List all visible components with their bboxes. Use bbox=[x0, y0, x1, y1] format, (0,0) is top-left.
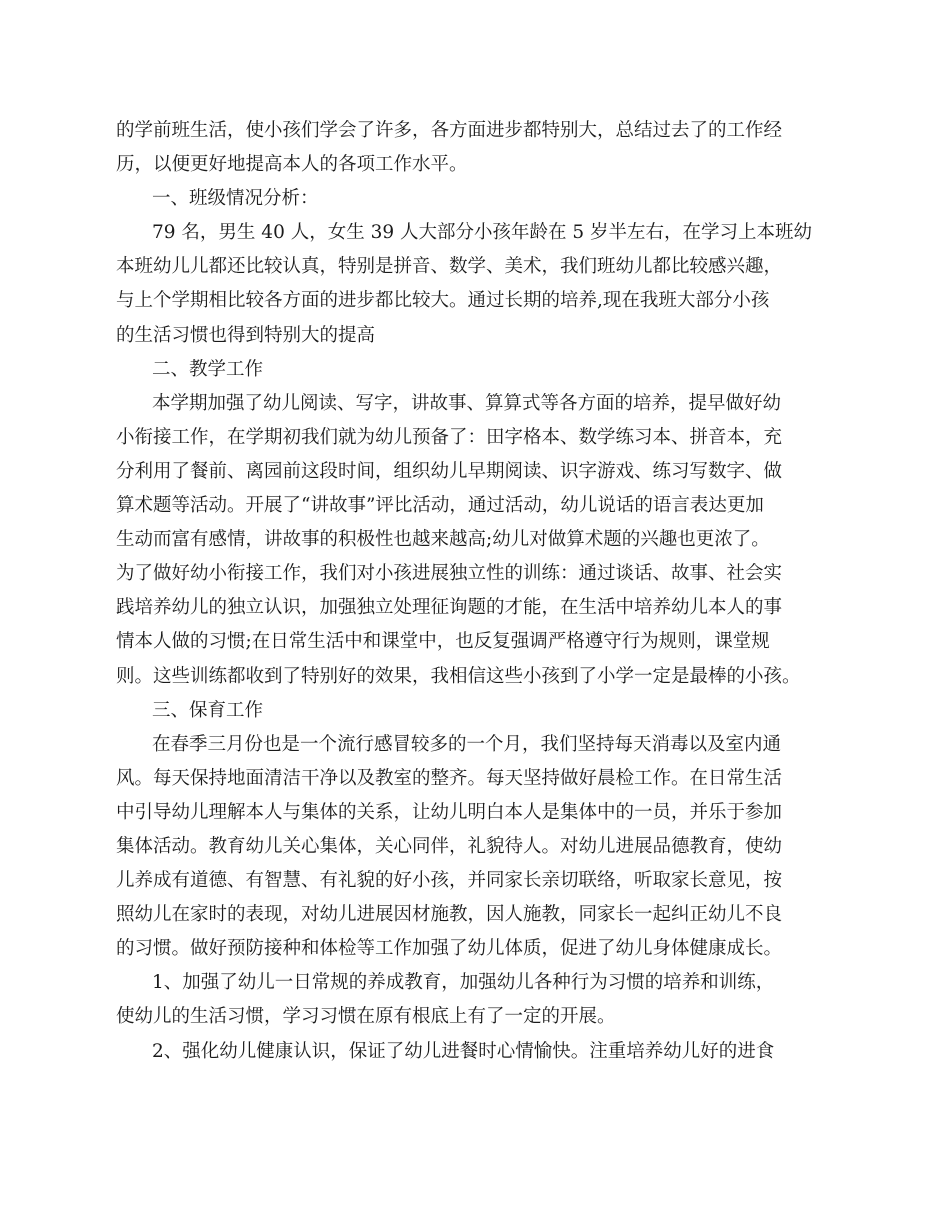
text-line: 本班幼儿儿都还比较认真，特别是拼音、数学、美术，我们班幼儿都比较感兴趣， bbox=[116, 256, 783, 278]
text-line: 1、加强了幼儿一日常规的养成教育，加强幼儿各种行为习惯的培养和训练， bbox=[152, 972, 775, 994]
text-line: 则。这些训练都收到了特别好的效果，我相信这些小孩到了小学一定是最棒的小孩。 bbox=[116, 665, 801, 687]
text-line: 一、班级情况分析： bbox=[152, 188, 319, 210]
text-line: 小衔接工作，在学期初我们就为幼儿预备了：田字格本、数学练习本、拼音本，充 bbox=[116, 426, 783, 448]
text-line: 历，以便更好地提高本人的各项工作水平。 bbox=[116, 154, 468, 176]
text-line: 为了做好幼小衔接工作，我们对小孩进展独立性的训练：通过谈话、故事、社会实 bbox=[116, 563, 783, 585]
text-line: 照幼儿在家时的表现，对幼儿进展因材施教，因人施教，同家长一起纠正幼儿不良 bbox=[116, 904, 783, 926]
text-line: 践培养幼儿的独立认识，加强独立处理征询题的才能，在生活中培养幼儿本人的事 bbox=[116, 597, 783, 619]
text-line: 的生活习惯也得到特别大的提高 bbox=[116, 324, 376, 346]
text-line: 风。每天保持地面清洁干净以及教室的整齐。每天坚持做好晨检工作。在日常生活 bbox=[116, 767, 783, 789]
text-line: 79 名，男生 40 人，女生 39 人大部分小孩年龄在 5 岁半左右，在学习上本班幼 bbox=[152, 222, 813, 244]
text-line: 算术题等活动。开展了“讲故事”评比活动，通过活动，幼儿说话的语言表达更加 bbox=[116, 495, 764, 517]
text-line: 情本人做的习惯;在日常生活中和课堂中，也反复强调严格遵守行为规则，课堂规 bbox=[116, 631, 770, 653]
text-line: 生动而富有感情，讲故事的积极性也越来越高;幼儿对做算术题的兴趣也更浓了。 bbox=[116, 529, 770, 551]
text-line: 集体活动。教育幼儿关心集体，关心同伴，礼貌待人。对幼儿进展品德教育，使幼 bbox=[116, 835, 783, 857]
document-body bbox=[116, 114, 822, 1069]
text-line: 三、保育工作 bbox=[152, 699, 264, 721]
text-line: 儿养成有道德、有智慧、有礼貌的好小孩，并同家长亲切联络，听取家长意见，按 bbox=[116, 870, 783, 892]
text-line: 的学前班生活，使小孩们学会了许多，各方面进步都特别大，总结过去了的工作经 bbox=[116, 120, 783, 141]
text-line: 的习惯。做好预防接种和体检等工作加强了幼儿体质，促进了幼儿身体健康成长。 bbox=[116, 938, 783, 960]
text-line: 二、教学工作 bbox=[152, 358, 264, 380]
text-line: 在春季三月份也是一个流行感冒较多的一个月，我们坚持每天消毒以及室内通 bbox=[152, 733, 782, 755]
text-line: 2、强化幼儿健康认识，保证了幼儿进餐时心情愉快。注重培养幼儿好的进食 bbox=[152, 1040, 775, 1062]
text-line: 与上个学期相比较各方面的进步都比较大。通过长期的培养,现在我班大部分小孩 bbox=[116, 290, 770, 312]
text-line: 使幼儿的生活习惯，学习习惯在原有根底上有了一定的开展。 bbox=[116, 1006, 616, 1028]
text-line: 分利用了餐前、离园前这段时间，组织幼儿早期阅读、识字游戏、练习写数字、做 bbox=[116, 460, 783, 482]
text-line: 中引导幼儿理解本人与集体的关系，让幼儿明白本人是集体中的一员，并乐于参加 bbox=[116, 801, 783, 823]
text-line: 本学期加强了幼儿阅读、写字，讲故事、算算式等各方面的培养，提早做好幼 bbox=[152, 392, 782, 414]
